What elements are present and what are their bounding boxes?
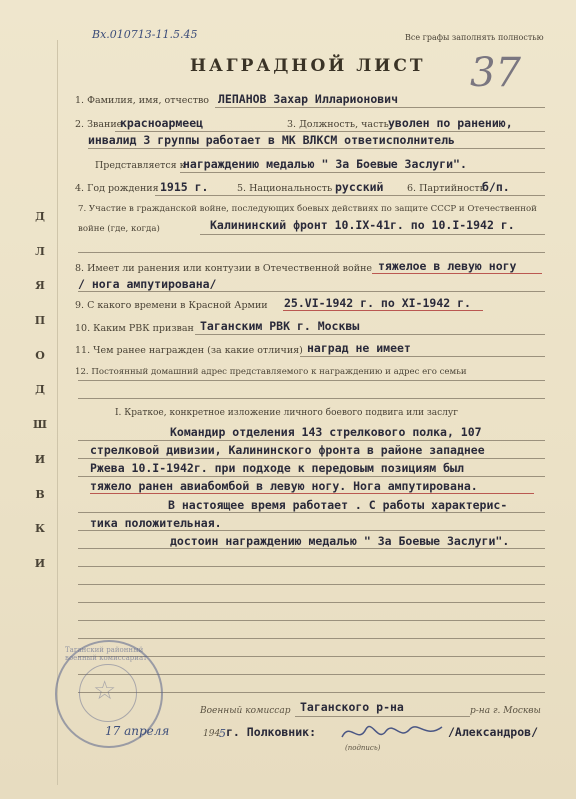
margin-letter: Я [35,279,45,293]
field-position-continued: инвалид 3 группы работает в МК ВЛКСМ ответисполнитель [88,133,455,147]
margin-letter: Д [35,210,45,223]
rule [78,252,545,253]
rule [88,148,545,149]
district-suffix: р-на г. Москвы [470,706,541,716]
rule [78,458,545,459]
margin-letter: И [34,452,46,466]
field-nominated-value: награждению медалью " За Боевые Заслуги". [183,157,467,171]
margin-letter: К [34,522,45,536]
rule [215,107,545,108]
commissar-role-value: Таганского р-на [300,700,404,714]
field-draft-office-label: 10. Каким РВК призван [75,323,194,334]
rule [78,602,545,603]
rule [78,476,545,477]
binding-margin-label [28,210,52,570]
field-service-since-value: 25.VI-1942 г. по XI-1942 г. [284,296,471,310]
red-underline [372,273,542,274]
incoming-number: Вх.010713-11.5.45 [92,28,198,41]
rule [200,234,545,235]
field-position-label: 3. Должность, часть [287,119,389,130]
rank: г. Полковник: [226,725,317,739]
rule [195,334,545,335]
field-draft-office-value: Таганским РВК г. Москвы [200,319,360,333]
narrative-line: достоин награждению медалью " За Боевые Заслуги". [170,534,510,548]
narrative-line: тяжело ранен авиабомбой в левую ногу. Нога ампутирована. [90,479,478,493]
margin-letter: И [34,556,46,570]
margin-letter: В [35,487,45,501]
signing-date: 17 апреля [105,724,170,738]
rule [115,131,545,132]
margin-letter: П [34,314,46,328]
rule [78,584,545,585]
narrative-line: стрелковой дивизии, Калининского фронта в районе западнее [90,443,485,457]
field-birthyear-label: 4. Год рождения [75,183,159,194]
margin-letter: О [35,348,45,362]
signer-name: /Александров/ [448,725,539,739]
field-birthyear-value: 1915 г. [160,180,209,194]
red-underline [283,310,483,311]
section-heading: I. Краткое, конкретное изложение личного боевого подвига или заслуг [115,408,458,418]
rule [78,398,545,399]
rule [78,548,545,549]
page-title: НАГРАДНОЙ ЛИСТ [190,56,426,76]
field-address-label: 12. Постоянный домашний адрес представляемого к награждению и адрес его семьи [75,367,467,377]
margin-letter: Д [35,383,45,397]
rule [155,195,545,196]
narrative-line: В настоящее время работает . С работы характерис- [168,498,508,512]
fill-all-note: Все графы заполнять полностью [405,33,544,42]
rule [78,620,545,621]
field-party-value: б/п. [482,180,510,194]
field-prior-awards-value: наград не имеет [307,341,411,355]
field-nominated-label: Представляется к [95,160,186,171]
field-name-value: ЛЕПАНОВ Захар Илларионович [218,92,399,106]
year-prefix: 194 [203,729,221,739]
field-war-participation-value: Калининский фронт 10.IX-41г. по 10.I-1942 г. [210,218,515,232]
commissar-role-label: Военный комиссар [200,706,291,716]
signature-caption: (подпись) [345,744,381,752]
rule [78,380,545,381]
page-number: 37 [470,50,521,96]
margin-letter: Л [35,244,45,258]
field-wounds-continued: / нога ампутирована/ [78,277,217,291]
year-digit: 5 [219,727,226,740]
rule [300,356,545,357]
emblem-icon: ☆ [93,676,117,706]
field-rank-label: 2. Звание [75,119,123,130]
rule [180,172,545,173]
field-nationality-value: русский [335,180,384,194]
rule [78,566,545,567]
rule [78,440,545,441]
field-name-label: 1. Фамилия, имя, отчество [75,95,210,106]
rule [78,291,545,292]
field-party-label: 6. Партийность [407,183,485,194]
field-wounds-value: тяжелое в левую ногу [378,259,517,273]
signature [338,715,448,750]
field-prior-awards-label: 11. Чем ранее награжден (за какие отличия) [75,345,303,356]
field-position-value: уволен по ранению, [388,116,513,130]
stamp-text: Таганский районный военный комиссариат [65,646,147,662]
field-rank-value: красноармеец [120,116,204,130]
margin-letter: Ш [33,418,47,432]
field-war-participation-label: 7. Участие в гражданской войне, последующих боевых действиях по защите СССР и Отечественной войне (где, когда) [78,204,537,234]
field-wounds-label: 8. Имеет ли ранения или контузии в Отечественной войне [75,263,373,274]
field-service-since-label: 9. С какого времени в Красной Армии [75,300,268,311]
narrative-line: тика положительная. [90,516,222,530]
rule [78,638,545,639]
narrative-line: Командир отделения 143 стрелкового полка, 107 [170,425,482,439]
rule [78,530,545,531]
narrative-line: Ржева 10.I-1942г. при подходе к передовым позициям был [90,461,464,475]
red-underline [90,493,534,494]
rule [78,512,545,513]
field-nationality-label: 5. Национальность [237,183,333,194]
